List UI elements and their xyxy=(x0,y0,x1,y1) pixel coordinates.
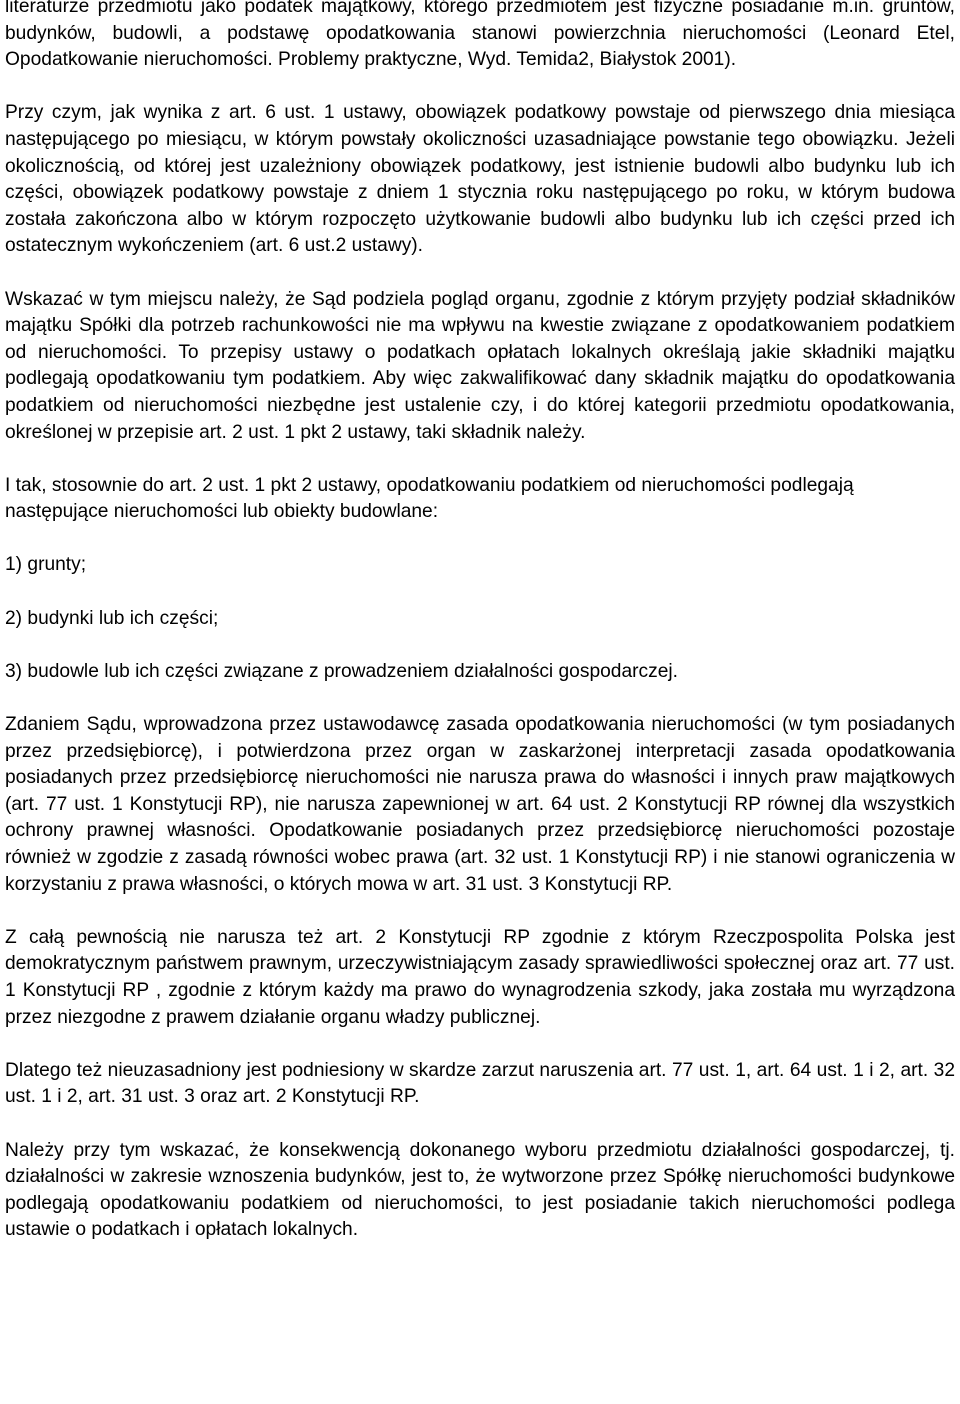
paragraph-list-intro: I tak, stosownie do art. 2 ust. 1 pkt 2 ustawy, opodatkowaniu podatkiem od nieruchomości podlegają następujące nieruchomości lub obiekty budowlane: xyxy=(5,474,854,523)
document-page xyxy=(5,0,955,1244)
paragraph-constitution-compliance: Zdaniem Sądu, wprowadzona przez ustawodawcę zasada opodatkowania nieruchomości (w tym posiadanych przez przedsiębiorcę), i potwierdzona przez organ w zaskarżonej interpretacji zasada opodatkowania posiadanych przez przedsiębiorcę nieruchomości nie narusza prawa do własności i innych praw majątkowych (art. 77 ust. 1 Konstytucji RP), nie narusza zapewnionej w art. 64 ust. 2 Konstytucji RP równej dla wszystkich ochrony prawnej własności. Opodatkowanie posiadanych przez przedsiębiorcę nieruchomości pozostaje również w zgodzie z zasadą równości wobec prawa (art. 32 ust. 1 Konstytucji RP) i nie stanowi ograniczenia w korzystaniu z prawa własności, o których mowa w art. 31 ust. 3 Konstytucji RP. xyxy=(5,714,955,895)
list-item-budowle: 3) budowle lub ich części związane z prowadzeniem działalności gospodarczej. xyxy=(5,660,678,682)
list-item-grunty: 1) grunty; xyxy=(5,554,87,576)
paragraph-unfounded-claim: Dlatego też nieuzasadniony jest podniesiony w skardze zarzut naruszenia art. 77 ust. 1, art. 64 ust. 1 i 2, art. 32 ust. 1 i 2, art. 31 ust. 3 oraz art. 2 Konstytucji RP. xyxy=(5,1059,955,1108)
list-item-budynki: 2) budynki lub ich części; xyxy=(5,607,219,629)
paragraph-article-2-compliance: Z całą pewnością nie narusza też art. 2 Konstytucji RP zgodnie z którym Rzeczpospolita Polska jest demokratycznym państwem prawnym, urzeczywistniającym zasady sprawiedliwości społecznej oraz art. 77 ust. 1 Konstytucji RP , zgodnie z którym każdy ma prawo do wynagrodzenia szkody, jaka została mu wyrządzona przez niezgodne z prawem działanie organu władzy publicznej. xyxy=(5,926,955,1028)
paragraph-property-tax-definition: literaturze przedmiotu jako podatek majątkowy, którego przedmiotem jest fizyczne posiadanie m.in. gruntów, budynków, budowli, a podstawę opodatkowania stanowi powierzchnia nieruchomości (Leonard Etel, Opodatkowanie nieruchomości. Problemy praktyczne, Wyd. Temida2, Białystok 2001). xyxy=(5,0,955,71)
paragraph-business-consequence: Należy przy tym wskazać, że konsekwencją dokonanego wyboru przedmiotu działalności gospodarczej, tj. działalności w zakresie wznoszenia budynków, jest to, że wytworzone przez Spółkę nieruchomości budynkowe podlegają opodatkowaniu podatkiem od nieruchomości, to jest posiadanie takich nieruchomości podlega ustawie o podatkach i opłatach lokalnych. xyxy=(5,1139,955,1241)
paragraph-tax-obligation-origin: Przy czym, jak wynika z art. 6 ust. 1 ustawy, obowiązek podatkowy powstaje od pierwszego dnia miesiąca następującego po miesiącu, w którym powstały okoliczności uzasadniające powstanie tego obowiązku. Jeżeli okolicznością, od której jest uzależniony obowiązek podatkowy, jest istnienie budowli albo budynku lub ich części, obowiązek podatkowy powstaje z dniem 1 stycznia roku następującego po roku, w którym budowa została zakończona albo w którym rozpoczęto użytkowanie budowli albo budynku lub ich części przed ich ostatecznym wykończeniem (art. 6 ust.2 ustawy). xyxy=(5,102,955,257)
paragraph-court-opinion: Wskazać w tym miejscu należy, że Sąd podziela pogląd organu, zgodnie z którym przyjęty podział składników majątku Spółki dla potrzeb rachunkowości nie ma wpływu na kwestie związane z opodatkowaniem podatkiem od nieruchomości. To przepisy ustawy o podatkach opłatach lokalnych określają jakie składniki majątku podlegają opodatkowaniu tym podatkiem. Aby więc zakwalifikować dany składnik majątku do opodatkowania podatkiem od nieruchomości niezbędne jest ustalenie czy, i do której kategorii przedmiotu opodatkowania, określonej w przepisie art. 2 ust. 1 pkt 2 ustawy, taki składnik należy. xyxy=(5,288,955,443)
